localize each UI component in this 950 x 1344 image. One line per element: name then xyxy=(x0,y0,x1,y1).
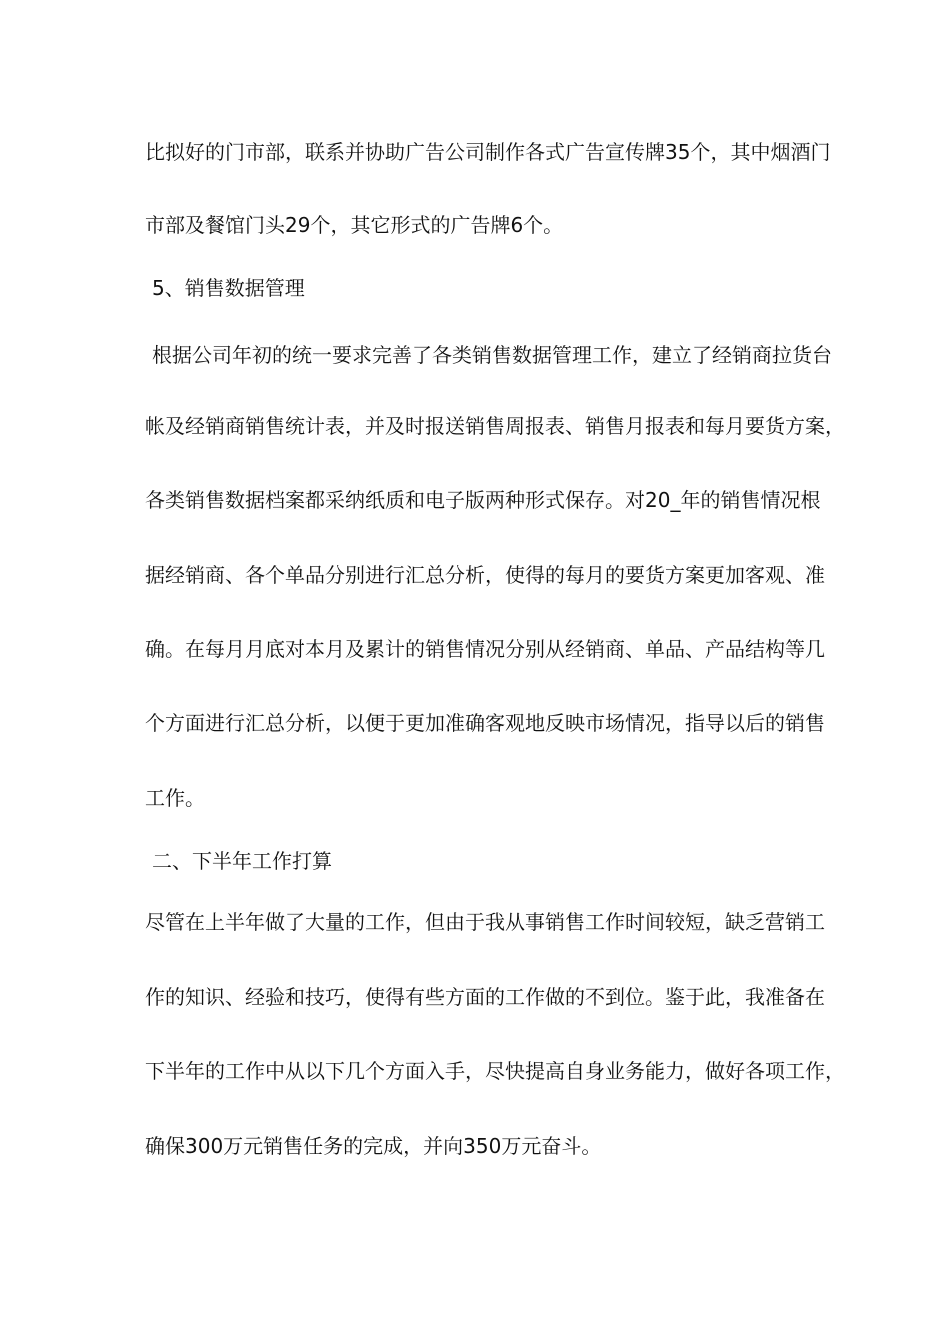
paragraph-line: 据经销商、各个单品分别进行汇总分析，使得的每月的要货方案更加客观、准 xyxy=(145,563,825,587)
section-heading: 5、销售数据管理 xyxy=(152,276,305,300)
paragraph-line: 市部及餐馆门头29个，其它形式的广告牌6个。 xyxy=(145,213,564,237)
paragraph-line: 作的知识、经验和技巧，使得有些方面的工作做的不到位。鉴于此，我准备在 xyxy=(145,985,825,1009)
paragraph-line: 确保300万元销售任务的完成，并向350万元奋斗。 xyxy=(145,1134,602,1158)
paragraph-line: 下半年的工作中从以下几个方面入手，尽快提高自身业务能力，做好各项工作， xyxy=(145,1059,845,1083)
paragraph-line: 尽管在上半年做了大量的工作，但由于我从事销售工作时间较短，缺乏营销工 xyxy=(145,910,825,934)
paragraph-line: 比拟好的门市部，联系并协助广告公司制作各式广告宣传牌35个，其中烟酒门 xyxy=(145,140,831,164)
paragraph-line: 工作。 xyxy=(145,786,205,810)
section-heading: 二、下半年工作打算 xyxy=(152,849,332,873)
paragraph-line: 各类销售数据档案都采纳纸质和电子版两种形式保存。对20_年的销售情况根 xyxy=(145,488,821,512)
paragraph-line: 个方面进行汇总分析，以便于更加准确客观地反映市场情况，指导以后的销售 xyxy=(145,711,825,735)
paragraph-line: 确。在每月月底对本月及累计的销售情况分别从经销商、单品、产品结构等几 xyxy=(145,637,825,661)
paragraph-line: 帐及经销商销售统计表，并及时报送销售周报表、销售月报表和每月要货方案， xyxy=(145,414,845,438)
paragraph-line: 根据公司年初的统一要求完善了各类销售数据管理工作，建立了经销商拉货台 xyxy=(152,343,832,367)
